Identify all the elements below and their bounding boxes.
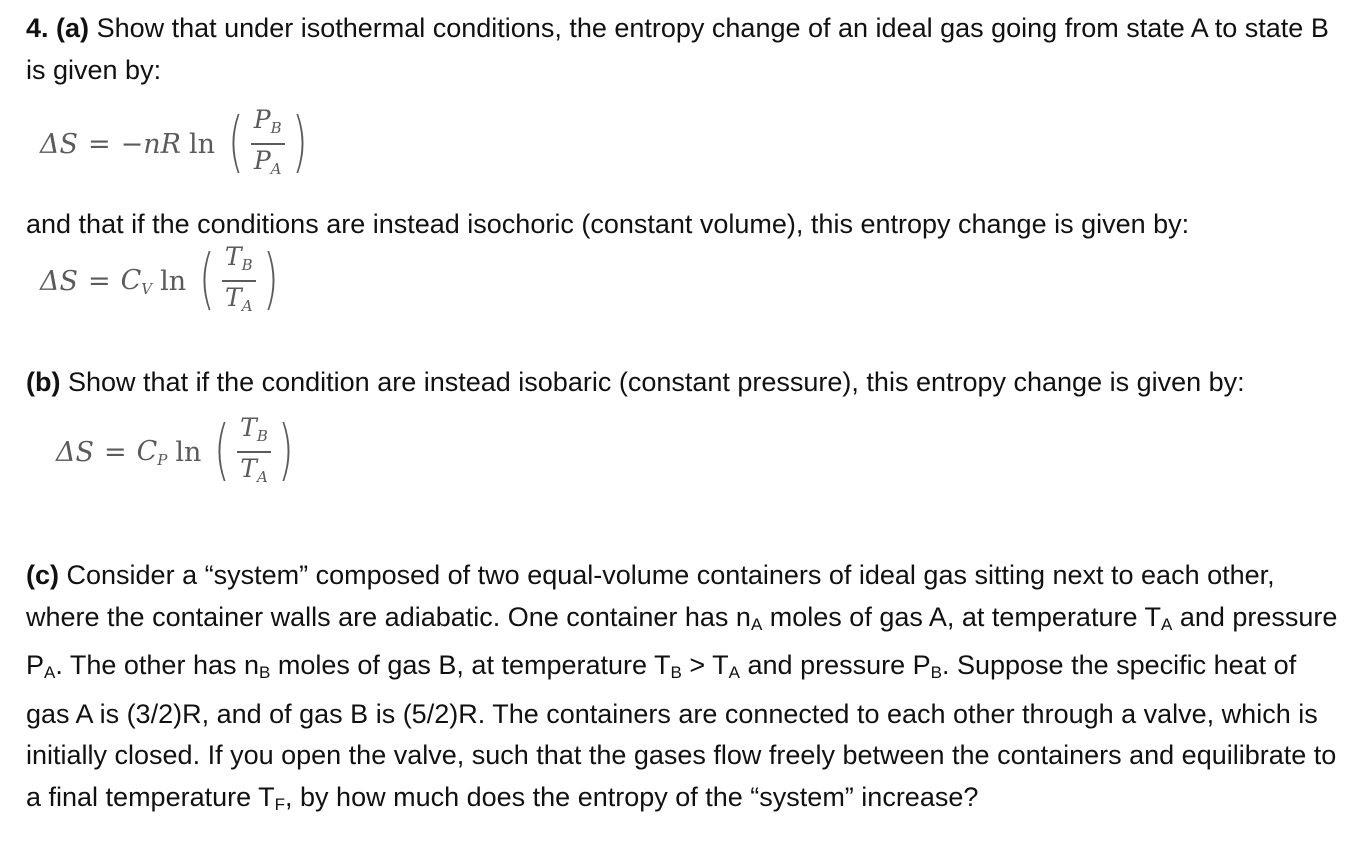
formula-lhs: ΔS	[40, 128, 78, 160]
formula-coef: −nR	[120, 128, 181, 160]
formula-lhs: ΔS	[40, 265, 78, 297]
part-a-text: Show that under isothermal conditions, the entropy change of an ideal gas going from state A to state B is given by:	[26, 13, 1329, 85]
temperature-fraction: $\frac{T_B}{T_A}$	[222, 243, 256, 320]
isothermal-formula	[40, 103, 312, 183]
formula-eq: =	[88, 128, 111, 160]
problem-number: 4.	[26, 13, 49, 43]
part-b-label: (b)	[26, 367, 61, 397]
formula-ln: ln	[160, 265, 187, 297]
formula-eq: =	[104, 436, 127, 468]
formula-coef: $C_V$	[120, 264, 153, 298]
part-a-transition: and that if the conditions are instead isochoric (constant volume), this entropy change is given by:	[26, 209, 1190, 239]
part-b-intro	[26, 362, 1346, 404]
right-paren: )	[278, 411, 294, 489]
left-paren: (	[228, 103, 244, 181]
left-paren: (	[199, 240, 215, 318]
temperature-fraction: $\frac{T_B}{T_A}$	[237, 414, 271, 491]
left-paren: (	[214, 411, 231, 489]
formula-coef: $C_P$	[136, 435, 168, 469]
part-a-label: (a)	[56, 13, 90, 43]
part-c-label: (c)	[26, 560, 59, 590]
isobaric-formula	[56, 411, 299, 491]
formula-eq: =	[88, 265, 111, 297]
right-paren: )	[291, 103, 308, 181]
formula-ln: ln	[175, 436, 202, 468]
part-b-text: Show that if the condition are instead isobaric (constant pressure), this entropy change is given by:	[68, 367, 1245, 397]
pressure-fraction: $\frac{P_B}{P_A}$	[251, 106, 285, 183]
formula-ln: ln	[188, 128, 215, 160]
isochoric-formula	[40, 240, 283, 320]
formula-lhs: ΔS	[56, 436, 94, 468]
part-c-text: (c) Consider a “system” composed of two equal-volume containers of ideal gas sitting next to each other, where the container walls are adiabatic. One container has nA moles of gas A, at temperature TA and pressure PA. The other has nB moles of gas B, at temperature TB > TA and pressure PB. Suppose the specific heat of gas A is (3/2)R, and of gas B is (5/2)R. The containers are connected to each other through a valve, which is initially closed. If you open the valve, such that the gases flow freely between the containers and equilibrate to a final temperature TF, by how much does the entropy of the “system” increase?	[26, 560, 1338, 814]
part-a-intro	[26, 8, 1346, 91]
right-paren: )	[262, 240, 279, 318]
